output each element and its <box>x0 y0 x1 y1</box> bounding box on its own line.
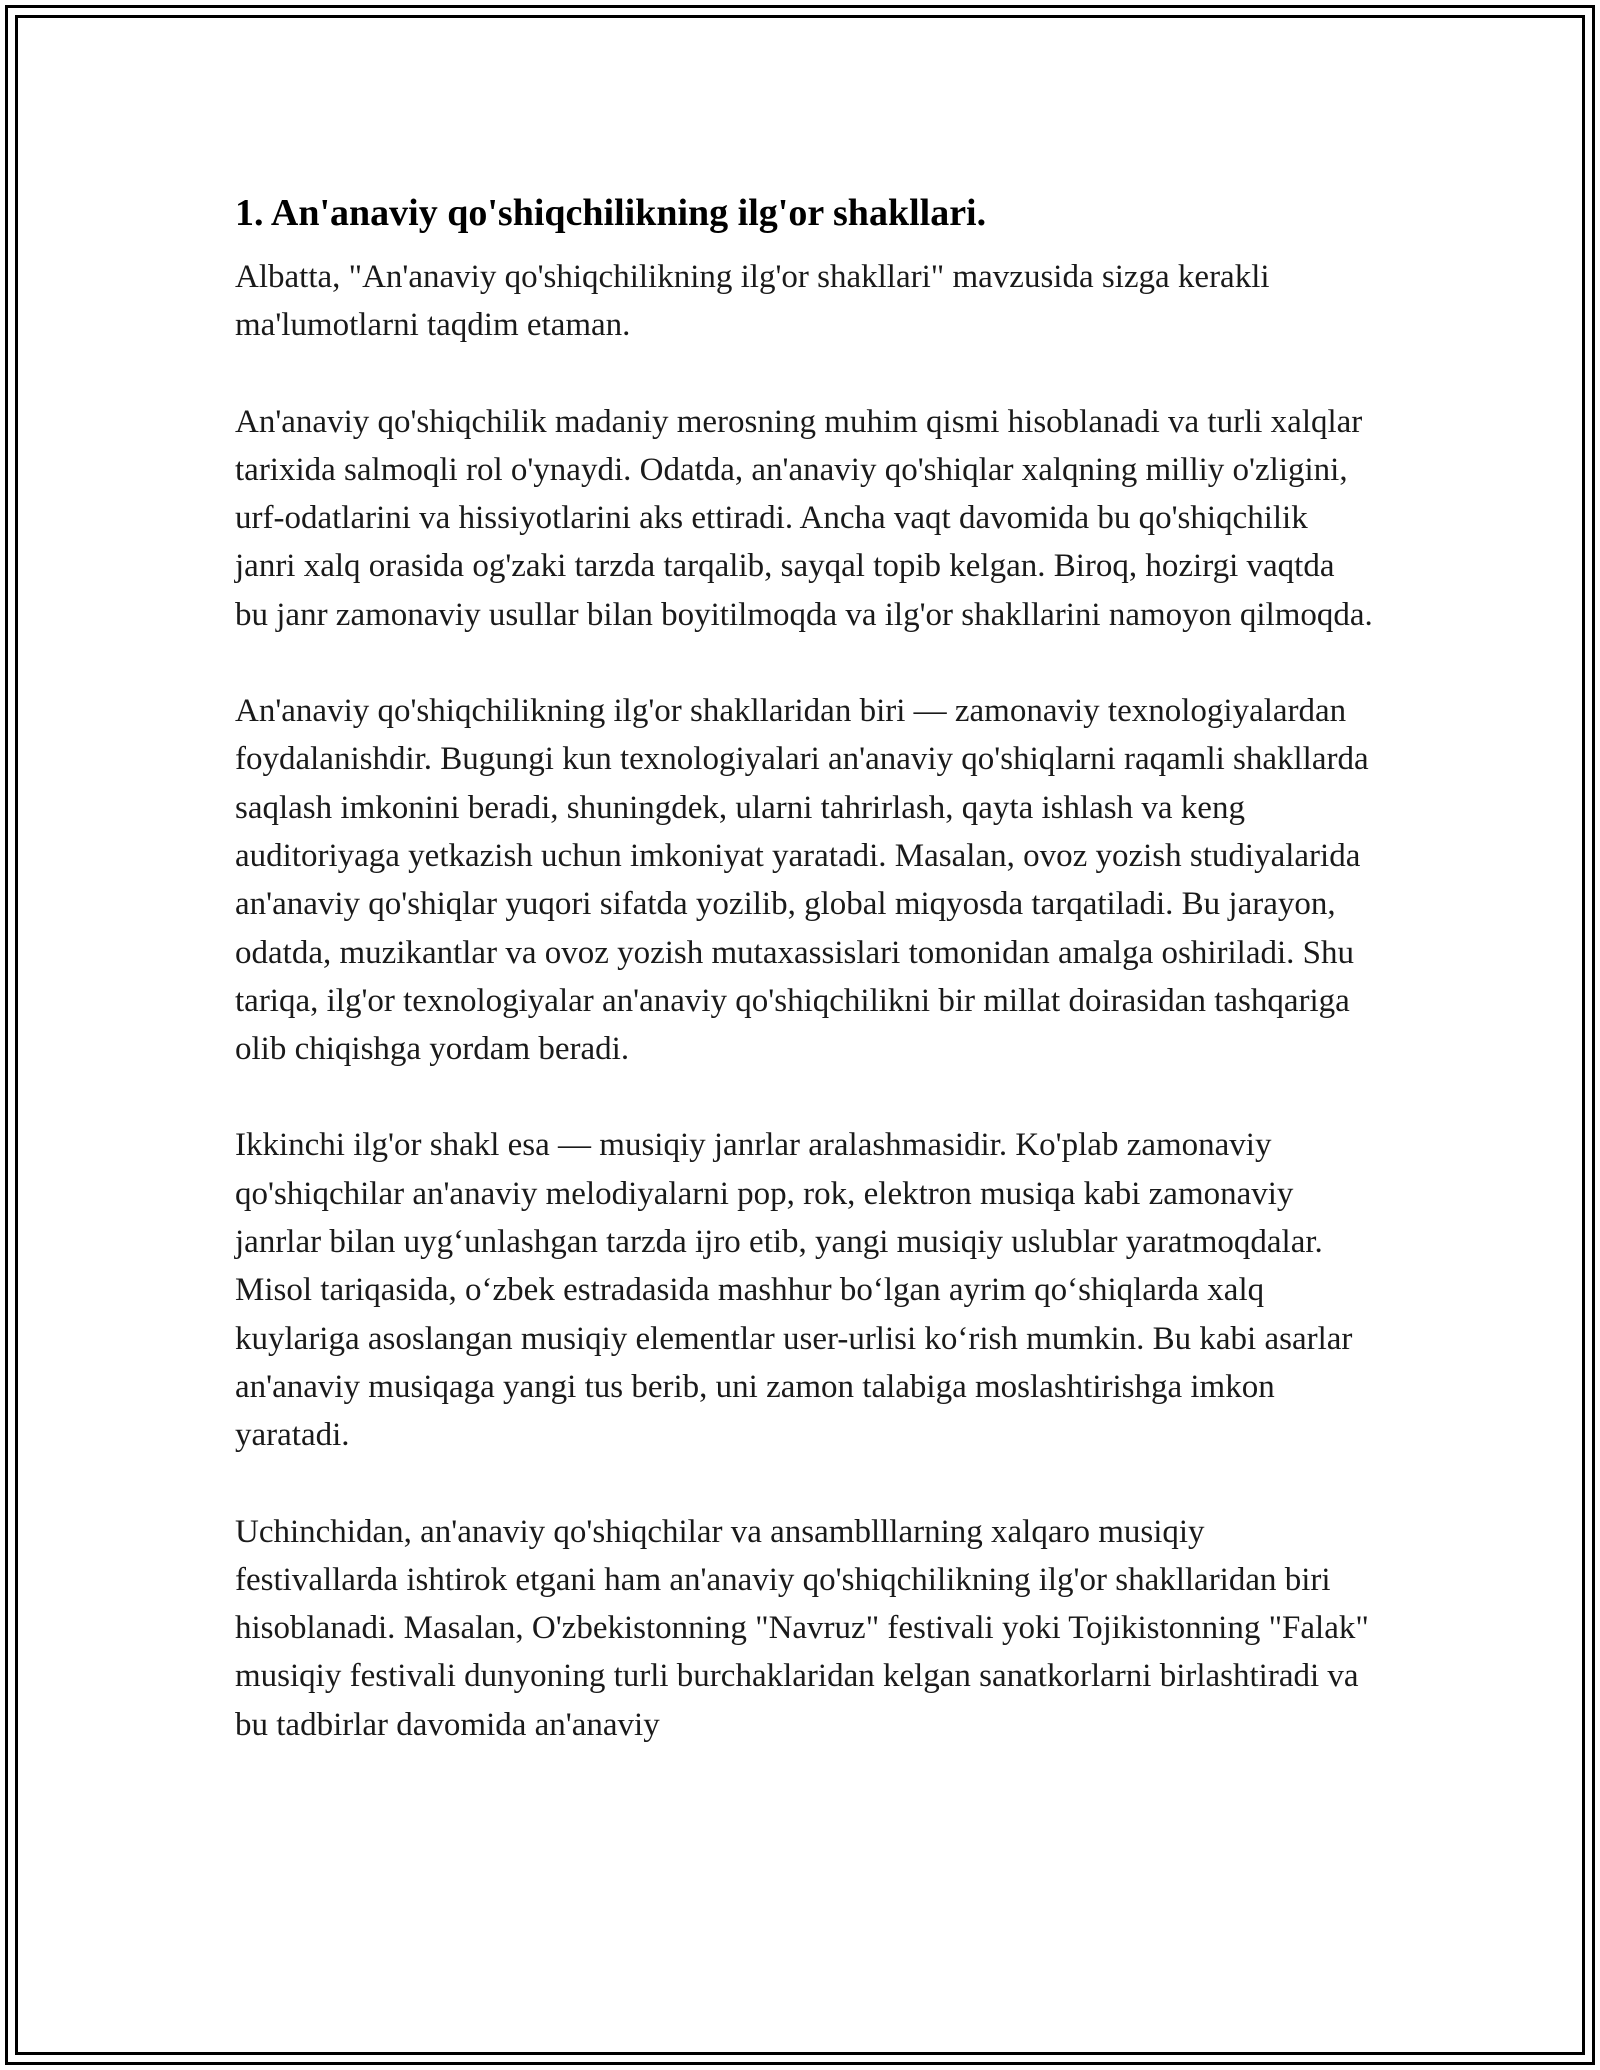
paragraph-intro: Albatta, "An'anaviy qo'shiqchilikning ilg'or shakllari" mavzusida sizga kerakli ma'lumotlarni taqdim etaman. <box>235 259 1270 344</box>
paragraph-technology: An'anaviy qo'shiqchilikning ilg'or shakllaridan biri — zamonaviy texnologiyalardan foydalanishdir. Bugungi kun texnologiyalari an'anaviy qo'shiqlarni raqamli shakllarda saqlash imkonini beradi, shuningdek, ularni tahrirlash, qayta ishlash va keng auditoriyaga yetkazish uchun imkoniyat yaratadi. Masalan, ovoz yozish studiyalarida an'anaviy qo'shiqlar yuqori sifatda yozilib, global miqyosda tarqatiladi. Bu jarayon, odatda, muzikantlar va ovoz yozish mutaxassislari tomonidan amalga oshiriladi. Shu tariqa, ilg'or texnologiyalar an'anaviy qo'shiqchilikni bir millat doirasidan tashqariga olib chiqishga yordam beradi. <box>235 693 1369 1068</box>
document-body <box>235 185 1375 1749</box>
paragraph-genre-fusion: Ikkinchi ilg'or shakl esa — musiqiy janrlar aralashmasidir. Ko'plab zamonaviy qo'shiqchilar an'anaviy melodiyalarni pop, rok, elektron musiqa kabi zamonaviy janrlar bilan uyg‘unlashgan tarzda ijro etib, yangi musiqiy uslublar yaratmoqdalar. Misol tariqasida, o‘zbek estradasida mashhur bo‘lgan ayrim qo‘shiqlarda xalq kuylariga asoslangan musiqiy elementlar user-urlisi ko‘rish mumkin. Bu kabi asarlar an'anaviy musiqaga yangi tus berib, uni zamon talabiga moslashtirishga imkon yaratadi. <box>235 1127 1353 1454</box>
paragraph-festivals: Uchinchidan, an'anaviy qo'shiqchilar va ansamblllarning xalqaro musiqiy festivallarda ishtirok etgani ham an'anaviy qo'shiqchilikning ilg'or shakllaridan biri hisoblanadi. Masalan, O'zbekistonning "Navruz" festivali yoki Tojikistonning "Falak" musiqiy festivali dunyoning turli burchaklaridan kelgan sanatkorlarni birlashtiradi va bu tadbirlar davomida an'anaviy <box>235 1513 1369 1743</box>
document-title: 1. An'anaviy qo'shiqchilikning ilg'or shakllari. <box>235 192 987 234</box>
paragraph-cultural-heritage: An'anaviy qo'shiqchilik madaniy merosning muhim qismi hisoblanadi va turli xalqlar tarixida salmoqli rol o'ynaydi. Odatda, an'anaviy qo'shiqlar xalqning milliy o'zligini, urf-odatlarini va hissiyotlarini aks ettiradi. Ancha vaqt davomida bu qo'shiqchilik janri xalq orasida og'zaki tarzda tarqalib, sayqal topib kelgan. Biroq, hozirgi vaqtda bu janr zamonaviy usullar bilan boyitilmoqda va ilg'or shakllarini namoyon qilmoqda. <box>235 403 1373 633</box>
